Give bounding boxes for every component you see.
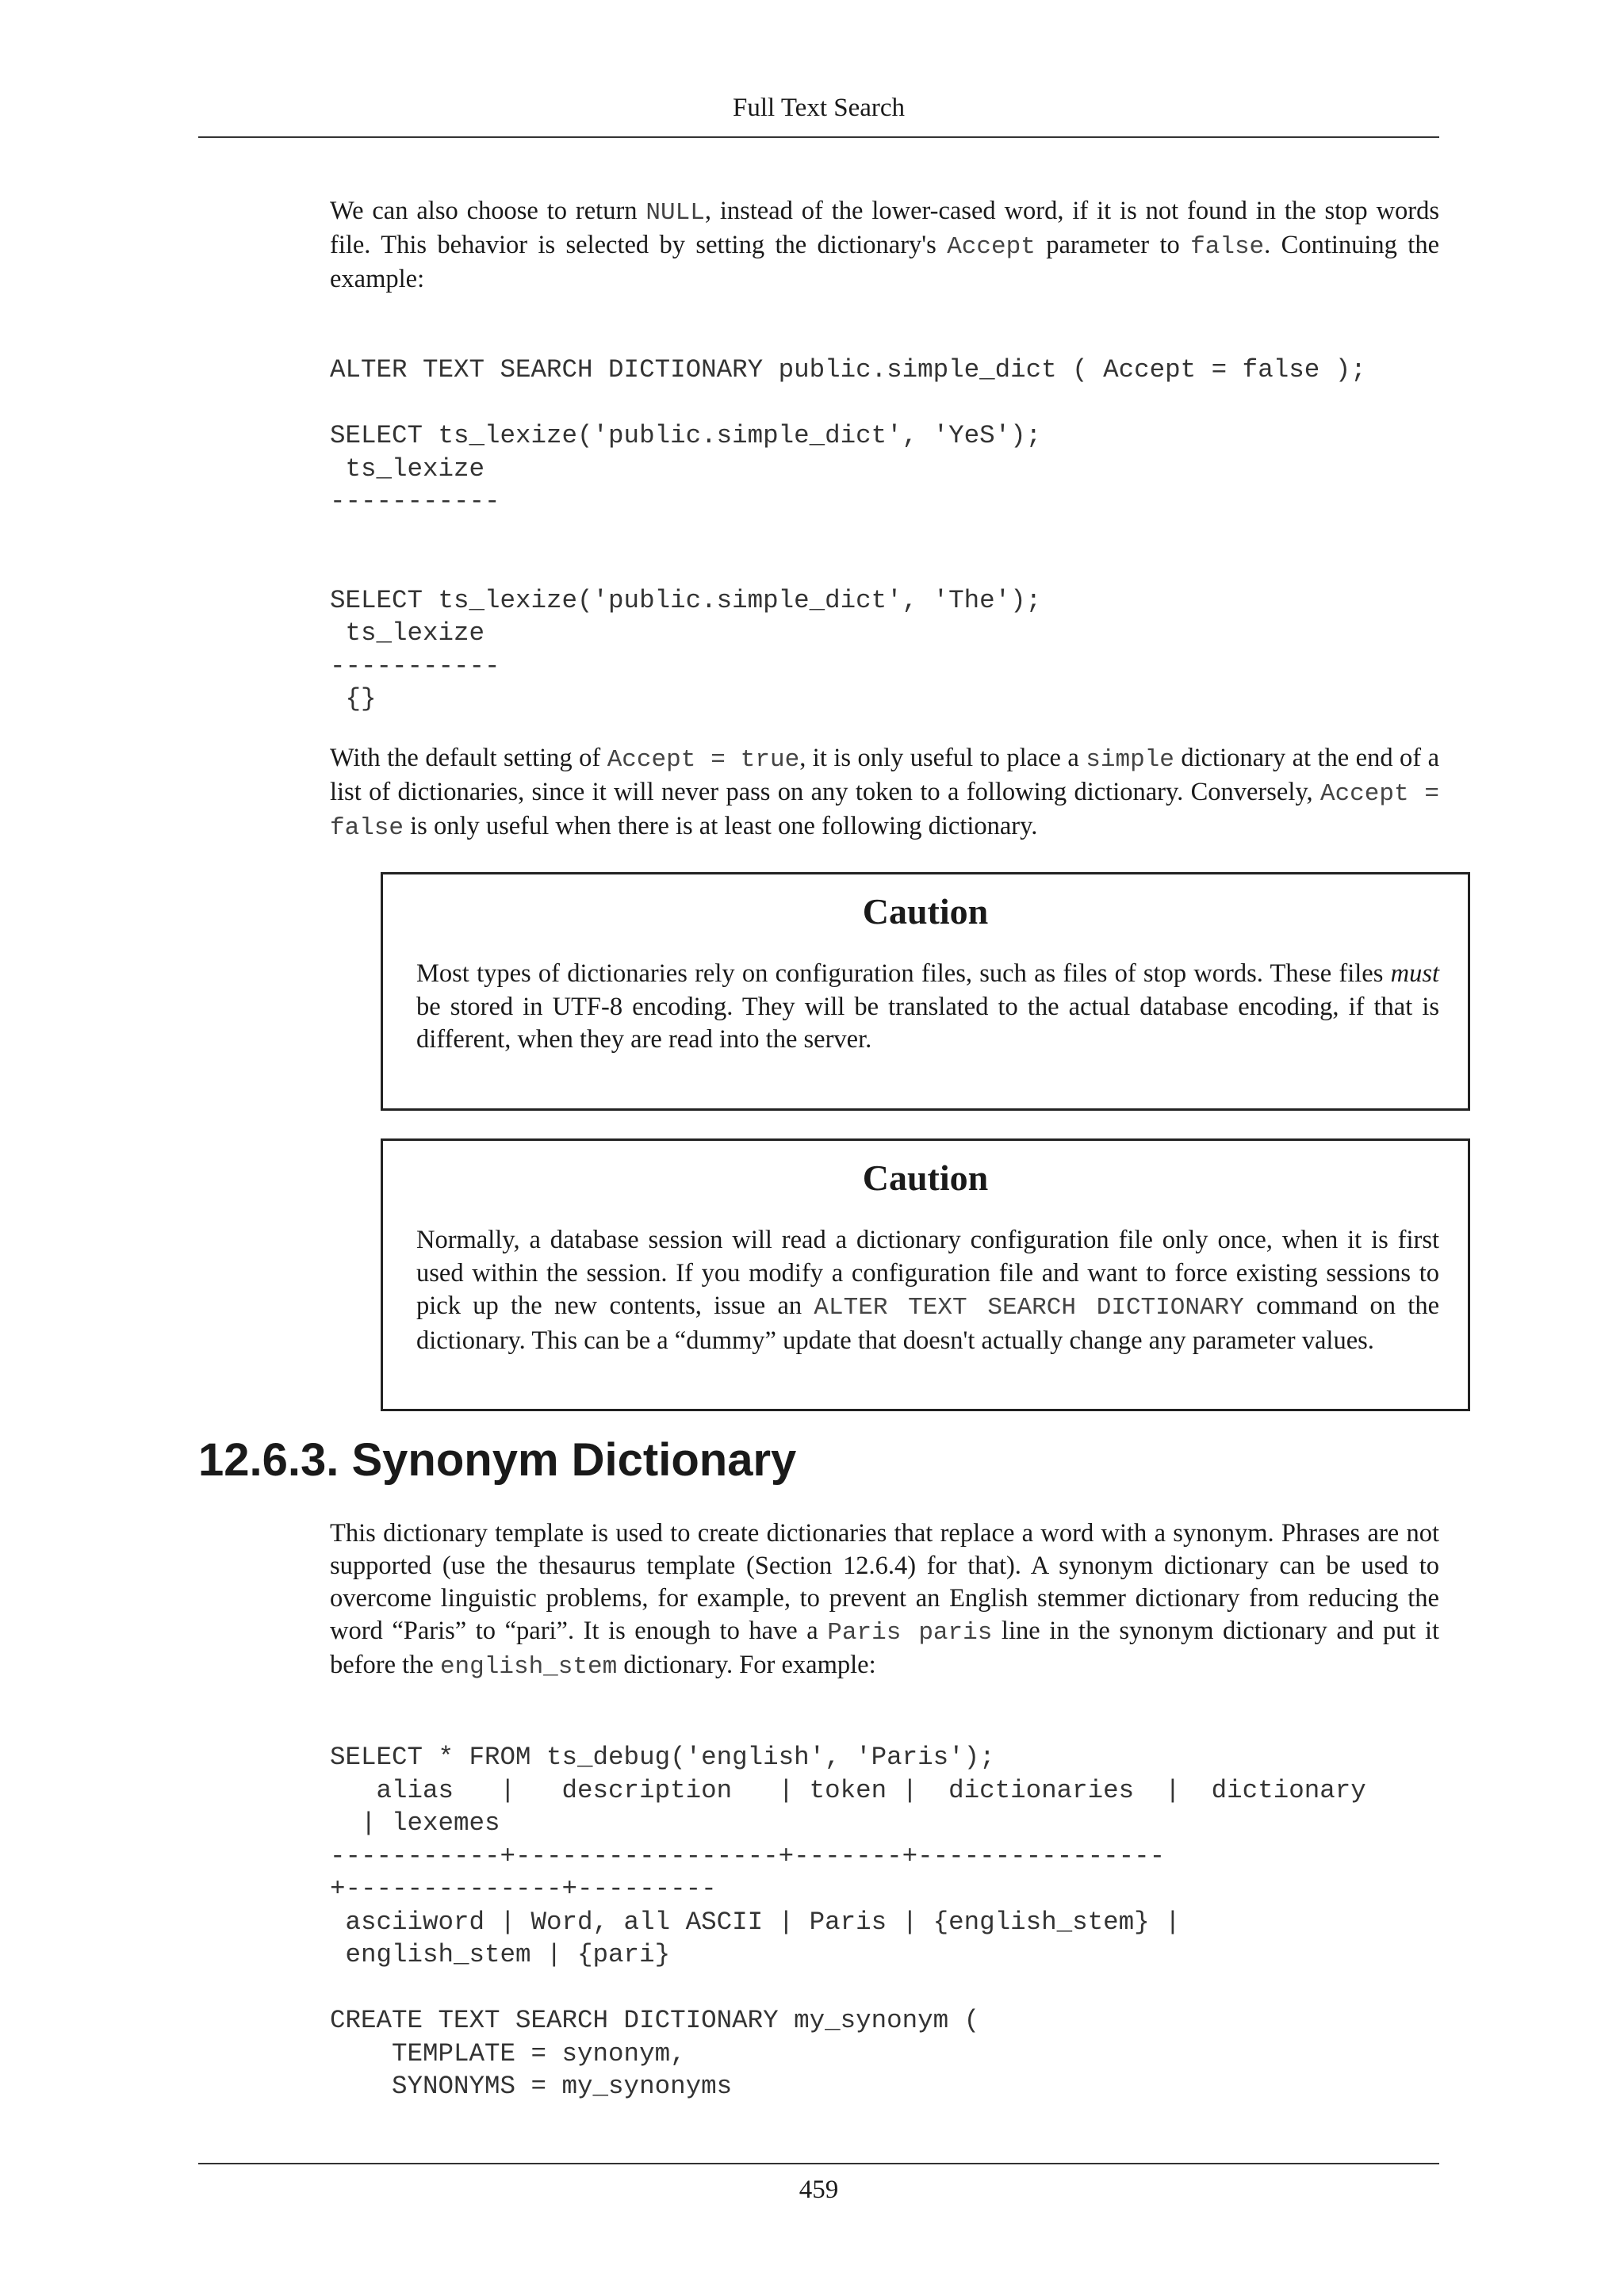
- intro-text-4: . Continuing the example:: [330, 231, 1440, 293]
- synonym-text-1: This dictionary template is used to create dictionaries that replace a word with a synonym. Phrases are not supported (use the thesaurus template (Section 12.6.4) for that). A synonym dictionary can be used to overcome linguistic problems, for example, to prevent an English stemmer dictionary from reducing the word “Paris” to “pari”. It is enough to have a: [330, 1519, 1439, 1645]
- caution-box-session: [381, 1138, 1470, 1411]
- accept-text-1: With the default setting of: [330, 744, 607, 772]
- section-heading: 12.6.3. Synonym Dictionary: [198, 1434, 797, 1486]
- caution-text-2: be stored in UTF-8 encoding. They will be translated to the actual database encoding, if that is different, when they are read into the server.: [416, 992, 1439, 1054]
- footer-rule: [198, 2163, 1439, 2164]
- inline-code-accept-true: Accept = true: [607, 746, 800, 774]
- caution-title: Caution: [862, 1158, 989, 1198]
- header-rule: [198, 136, 1439, 138]
- intro-text-2: , instead of the lower-cased word, if it is not found in the stop words file. This behavior is selected by setting the dictionary's: [330, 197, 1440, 259]
- intro-text-1: We can also choose to return: [330, 197, 646, 225]
- emphasis-must: must: [1390, 959, 1439, 988]
- page-number: 459: [799, 2175, 839, 2204]
- caution-text-1: Most types of dictionaries rely on configuration files, such as files of stop words. These files: [416, 959, 1391, 988]
- inline-code-accept-false: Accept = false: [330, 780, 1440, 842]
- inline-code-english-stem: english_stem: [439, 1653, 618, 1681]
- intro-paragraph: [330, 195, 1439, 296]
- code-block-alter-dictionary: ALTER TEXT SEARCH DICTIONARY public.simple_dict ( Accept = false ); SELECT ts_lexize('public.simple_dict', 'YeS'); ts_lexize ----------- SELECT ts_lexize('public.simple_dict', 'The'); ts_lexize ----------- {}: [330, 355, 1366, 714]
- inline-code-null: NULL: [645, 199, 705, 227]
- synonym-text-2: line in the synonym dictionary and put it before the: [330, 1617, 1440, 1679]
- accept-text-3: dictionary at the end of a list of dictionaries, since it will never pass on any token to a following dictionary. Conversely,: [330, 744, 1440, 806]
- caution-text-1: Normally, a database session will read a dictionary configuration file only once, when it is first used within the session. If you modify a configuration file and want to force existing sessions to pick up the new contents, issue an: [416, 1226, 1439, 1320]
- inline-code-simple: simple: [1086, 746, 1174, 774]
- inline-code-false: false: [1190, 233, 1265, 261]
- code-block-synonym-example: SELECT * FROM ts_debug('english', 'Paris'); alias | description | token | dictionaries | dictionary | lexemes -----------+-----------------+-------+---------------- +--------------+--------- asciiword | Word, all ASCII | Paris | {english_stem} | english_stem | {pari} CREATE TEXT SEARCH DICTIONARY my_synonym ( TEMPLATE = synonym, SYNONYMS = my_synonyms: [330, 1743, 1366, 2101]
- synonym-paragraph: [330, 1517, 1439, 1683]
- caution-box-encoding: [381, 872, 1470, 1111]
- accept-text-4: is only useful when there is at least one following dictionary.: [404, 812, 1038, 840]
- inline-code-accept: Accept: [947, 233, 1036, 261]
- running-header: Full Text Search: [732, 94, 906, 122]
- inline-code-paris-paris: Paris paris: [827, 1619, 993, 1647]
- caution-text-2: command on the dictionary. This can be a “dummy” update that doesn't actually change any parameter values.: [416, 1292, 1439, 1355]
- accept-paragraph: [330, 742, 1439, 844]
- caution-body: [416, 958, 1439, 1057]
- caution-body: [416, 1224, 1439, 1357]
- synonym-text-3: dictionary. For example:: [617, 1651, 876, 1679]
- caution-title: Caution: [862, 891, 989, 932]
- intro-text-3: parameter to: [1035, 231, 1191, 259]
- accept-text-2: , it is only useful to place a: [799, 744, 1086, 772]
- inline-code-alter-command: ALTER TEXT SEARCH DICTIONARY: [814, 1294, 1244, 1322]
